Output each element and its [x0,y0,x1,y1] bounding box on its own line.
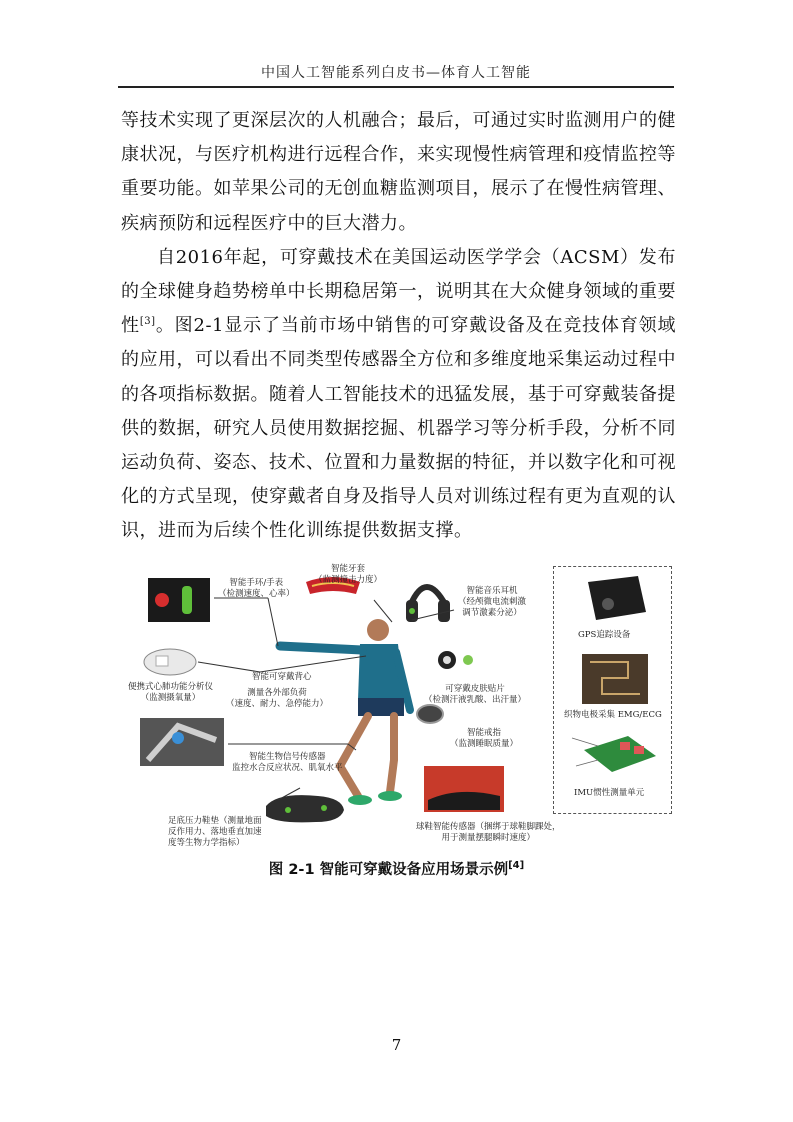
label-insole: 足底压力鞋垫（测量地面 反作用力、落地垂直加速 度等生物力学指标） [168,816,262,848]
running-header: 中国人工智能系列白皮书—体育人工智能 [261,65,531,81]
label-ring: 智能戒指 （监测睡眠质量） [450,728,519,749]
label-vest: 智能可穿戴背心 [252,672,312,682]
device-panel [553,566,672,814]
paragraph-2-text: 自2016年起，可穿戴技术在美国运动医学学会（ACSM）发布的全球健身趋势榜单中长期稳居第一，说明其在大众健身领域的重要性 [121,246,676,337]
label-portable-analyzer: 便携式心肺功能分析仪 （监测摄氧量） [128,682,214,703]
caption-text: 图 2-1 智能可穿戴设备应用场景示例 [268,862,509,878]
label-skin-patch: 可穿戴皮肤贴片 （检测汗液乳酸、出汗量） [424,684,527,705]
label-mouthguard: 智能牙套 （监测撞击力度） [314,564,383,585]
label-gps: GPS追踪设备 [578,630,631,640]
paragraph-1: 等技术实现了更深层次的人机融合；最后，可通过实时监测用户的健康状况，与医疗机构进行远程合作，来实现慢性病管理和疫情监控等重要功能。如苹果公司的无创血糖监测项目，展示了在慢性病管理、疾病预防和远程医疗中的巨大潜力。 [121,110,676,234]
label-shoe-sensor: 球鞋智能传感器（捆绑于球鞋脚踝处， 用于测量摆腿瞬时速度） [416,822,561,843]
wristband-image [148,578,210,622]
label-headphones: 智能音乐耳机 （经颅微电流刺激 调节激素分泌） [458,586,527,618]
body-text [121,104,676,549]
label-imu: IMU惯性测量单元 [574,788,645,798]
insole-image [266,795,344,822]
paragraph-2-text-cont: 。图2-1显示了当前市场中销售的可穿戴设备及在竞技体育领域的应用，可以看出不同类型传感器全方位和多维度地采集运动过程中的各项指标数据。随着人工智能技术的迅猛发展，基于可穿戴装备提供的数据，研究人员使用数据挖掘、机器学习等分析手段，分析不同运动负荷、姿态、技术、位置和力量数据的特征，并以数字化和可视化的方式呈现，使穿戴者自身及指导人员对训练过程有更为直观的认识，进而为后续个性化训练提供数据支撑。 [121,315,677,542]
figure-caption [0,858,793,879]
paragraph-2 [121,241,676,549]
label-emg: 织物电极采集 EMG/ECG [564,710,662,720]
player-image [280,619,410,805]
skin-patch-image [438,651,473,669]
label-vest-desc: 测量各外部负荷 （速度、耐力、急停能力） [226,688,329,709]
figure-2-1 [128,560,672,852]
shoe-sensor-image [424,766,504,812]
biosignal-image [140,718,224,766]
page-number: 7 [391,1036,402,1054]
portable-analyzer-image [144,649,196,675]
headphones-image [406,587,450,622]
label-wristband: 智能手环/手表 （检测速度、心率） [218,578,295,599]
citation-ref-3[interactable]: [3] [139,316,156,328]
header-rule [118,86,674,88]
label-biosignal: 智能生物信号传感器 监控水合反应状况、肌氧水平 [232,752,343,773]
caption-citation-ref[interactable]: [4] [508,860,525,872]
ring-image [417,705,443,723]
